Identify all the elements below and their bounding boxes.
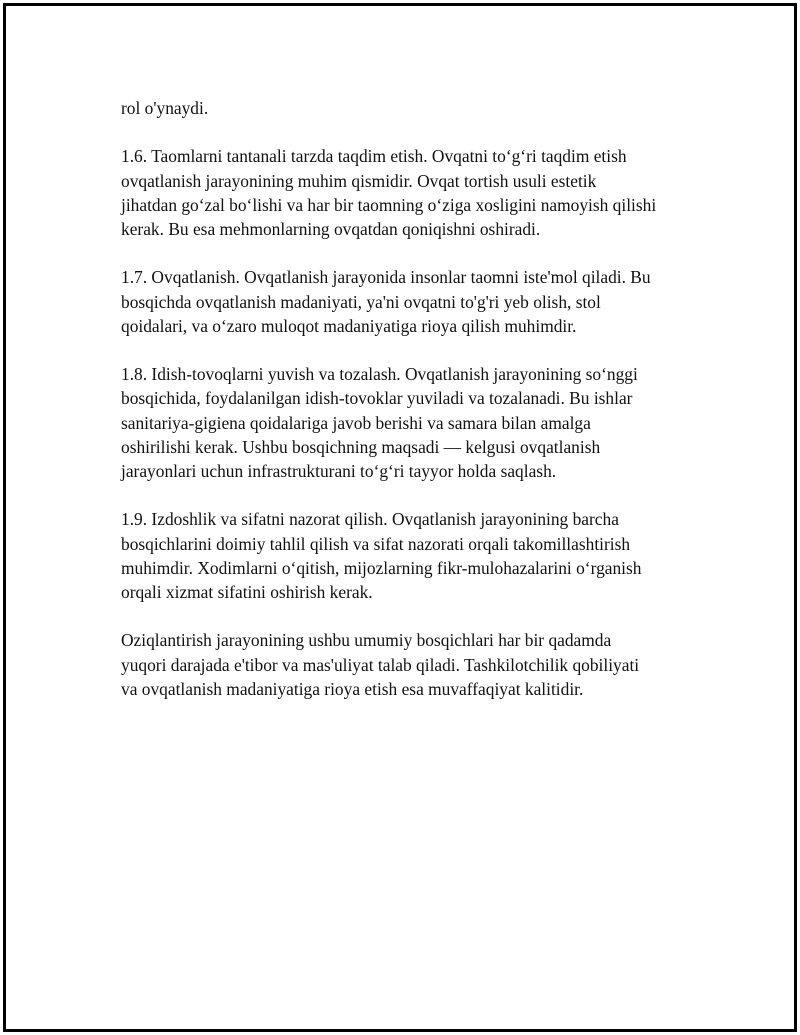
paragraph-1-8: 1.8. Idish-tovoqlarni yuvish va tozalash. Ovqatlanish jarayonining so‘nggi bosqichida, foydalanilgan idish-tovoklar yuviladi va tozalanadi. Bu ishlar sanitariya-gigiena qoidalariga javob berishi va samara bilan amalga oshirilishi kerak. Ushbu bosqichning maqsadi — kelgusi ovqatlanish jarayonlari uchun infrastrukturani to‘g‘ri tayyor holda saqlash. — [121, 364, 638, 481]
paragraph-1-6: 1.6. Taomlarni tantanali tarzda taqdim etish. Ovqatni to‘g‘ri taqdim etish ovqatlanish jarayonining muhim qismidir. Ovqat tortish usuli estetik jihatdan go‘zal bo‘lishi va har bir taomning o‘ziga xosligini namoyish qilishi kerak. Bu esa mehmonlarning ovqatdan qoniqishni oshiradi. — [121, 146, 657, 239]
page-frame — [3, 3, 797, 1032]
paragraph-1-7: 1.7. Ovqatlanish. Ovqatlanish jarayonida insonlar taomni iste'mol qiladi. Bu bosqichda ovqatlanish madaniyati, ya'ni ovqatni to'g'ri yeb olish, stol qoidalari, va o‘zaro muloqot madaniyatiga rioya qilish muhimdir. — [121, 267, 651, 336]
paragraph-1-9: 1.9. Izdoshlik va sifatni nazorat qilish. Ovqatlanish jarayonining barcha bosqichlarini doimiy tahlil qilish va sifat nazorati orqali takomillashtirish muhimdir. Xodimlarni o‘qitish, mijozlarning fikr-mulohazalarini o‘rganish orqali xizmat sifatini oshirish kerak. — [121, 509, 642, 602]
page-content — [121, 96, 701, 725]
paragraph-continuation: rol o'ynaydi. — [121, 98, 209, 118]
paragraph-conclusion: Oziqlantirish jarayonining ushbu umumiy bosqichlari har bir qadamda yuqori darajada e'tibor va mas'uliyat talab qiladi. Tashkilotchilik qobiliyati va ovqatlanish madaniyatiga rioya etish esa muvaffaqiyat kalitidir. — [121, 630, 640, 699]
